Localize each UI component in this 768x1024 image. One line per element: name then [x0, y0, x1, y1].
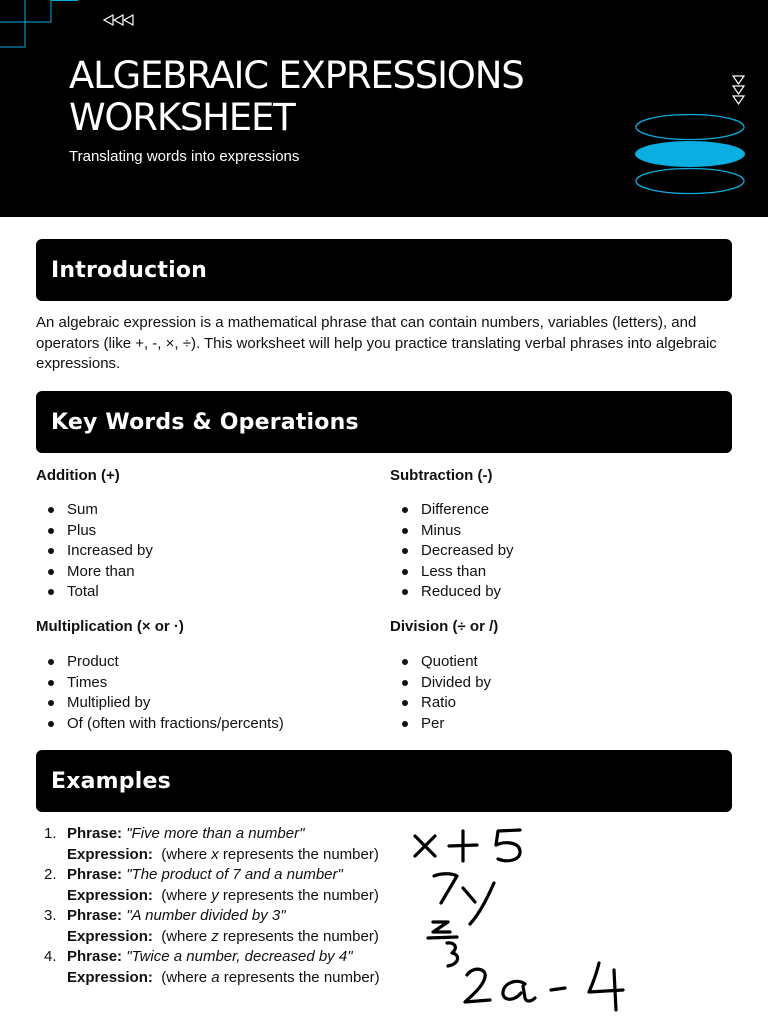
list-item: Product [36, 652, 284, 673]
example-phrase: "Five more than a number" [126, 825, 305, 842]
section-title-examples: Examples [51, 768, 171, 794]
phrase-label: Phrase: [67, 948, 123, 965]
where-suffix: represents the number) [219, 968, 380, 986]
multiplication-heading: Multiplication (× or ·) [36, 618, 184, 635]
triangles-down-icon [731, 74, 747, 108]
list-item: Times [36, 673, 284, 694]
page-title [69, 55, 629, 139]
expression-label: Expression: [67, 845, 153, 863]
phrase-label: Phrase: [67, 907, 123, 924]
title-line-2: WORKSHEET [69, 96, 295, 139]
addition-list [36, 500, 153, 603]
list-item: Difference [390, 500, 514, 521]
where-prefix: (where [161, 968, 212, 986]
example-item [36, 906, 406, 947]
handwritten-answer-2 [434, 874, 494, 924]
example-number: 2. [44, 866, 57, 883]
subtraction-list [390, 500, 514, 603]
triangles-left-icon [102, 13, 138, 27]
example-item [36, 947, 406, 988]
list-item: Sum [36, 500, 153, 521]
header-banner [0, 0, 768, 217]
where-prefix: (where [161, 845, 212, 863]
ellipses-decoration-icon [632, 112, 748, 198]
example-phrase: "A number divided by 3" [126, 907, 286, 924]
where-prefix: (where [161, 927, 212, 945]
phrase-label: Phrase: [67, 825, 123, 842]
handwritten-answer-1 [415, 830, 520, 861]
example-item [36, 865, 406, 906]
example-phrase: "The product of 7 and a number" [126, 866, 343, 883]
list-item: Divided by [390, 673, 491, 694]
expression-label: Expression: [67, 886, 153, 904]
list-item: Less than [390, 562, 514, 583]
handwritten-answers [405, 820, 635, 1020]
multiplication-list [36, 652, 284, 734]
section-examples [36, 750, 732, 812]
list-item: Multiplied by [36, 693, 284, 714]
division-list [390, 652, 491, 734]
intro-paragraph: An algebraic expression is a mathematical phrase that can contain numbers, variables (letters), and operators (like +, -, ×, ÷). This worksheet will help you practice translating verbal phrases into algebraic expressions. [36, 314, 717, 372]
list-item: Ratio [390, 693, 491, 714]
where-suffix: represents the number) [218, 927, 379, 945]
handwritten-answer-3 [428, 922, 458, 966]
addition-heading: Addition (+) [36, 467, 120, 484]
variable: x [211, 845, 219, 863]
phrase-label: Phrase: [67, 866, 123, 883]
division-heading: Division (÷ or /) [390, 618, 499, 635]
list-item: Decreased by [390, 541, 514, 562]
where-prefix: (where [161, 886, 212, 904]
section-introduction [36, 239, 732, 301]
list-item: Of (often with fractions/percents) [36, 714, 284, 735]
expression-label: Expression: [67, 968, 153, 986]
variable: y [211, 886, 219, 904]
examples-list [36, 824, 406, 988]
section-title-introduction: Introduction [51, 257, 208, 283]
page-subtitle: Translating words into expressions [69, 148, 300, 165]
variable: z [211, 927, 219, 945]
section-key-words [36, 391, 732, 453]
example-number: 3. [44, 907, 57, 924]
list-item: Per [390, 714, 491, 735]
list-item: Plus [36, 521, 153, 542]
handwritten-answer-4 [465, 963, 623, 1010]
subtraction-heading: Subtraction (-) [390, 467, 493, 484]
variable: a [211, 968, 220, 986]
list-item: Increased by [36, 541, 153, 562]
example-number: 4. [44, 948, 57, 965]
expression-label: Expression: [67, 927, 153, 945]
section-title-key-words: Key Words & Operations [51, 409, 359, 435]
list-item: Quotient [390, 652, 491, 673]
example-number: 1. [44, 825, 57, 842]
list-item: More than [36, 562, 153, 583]
title-line-1: ALGEBRAIC EXPRESSIONS [69, 54, 524, 97]
grid-decoration-icon [0, 0, 80, 50]
example-phrase: "Twice a number, decreased by 4" [126, 948, 353, 965]
list-item: Minus [390, 521, 514, 542]
example-item [36, 824, 406, 865]
where-suffix: represents the number) [218, 886, 379, 904]
list-item: Total [36, 582, 153, 603]
list-item: Reduced by [390, 582, 514, 603]
where-suffix: represents the number) [218, 845, 379, 863]
